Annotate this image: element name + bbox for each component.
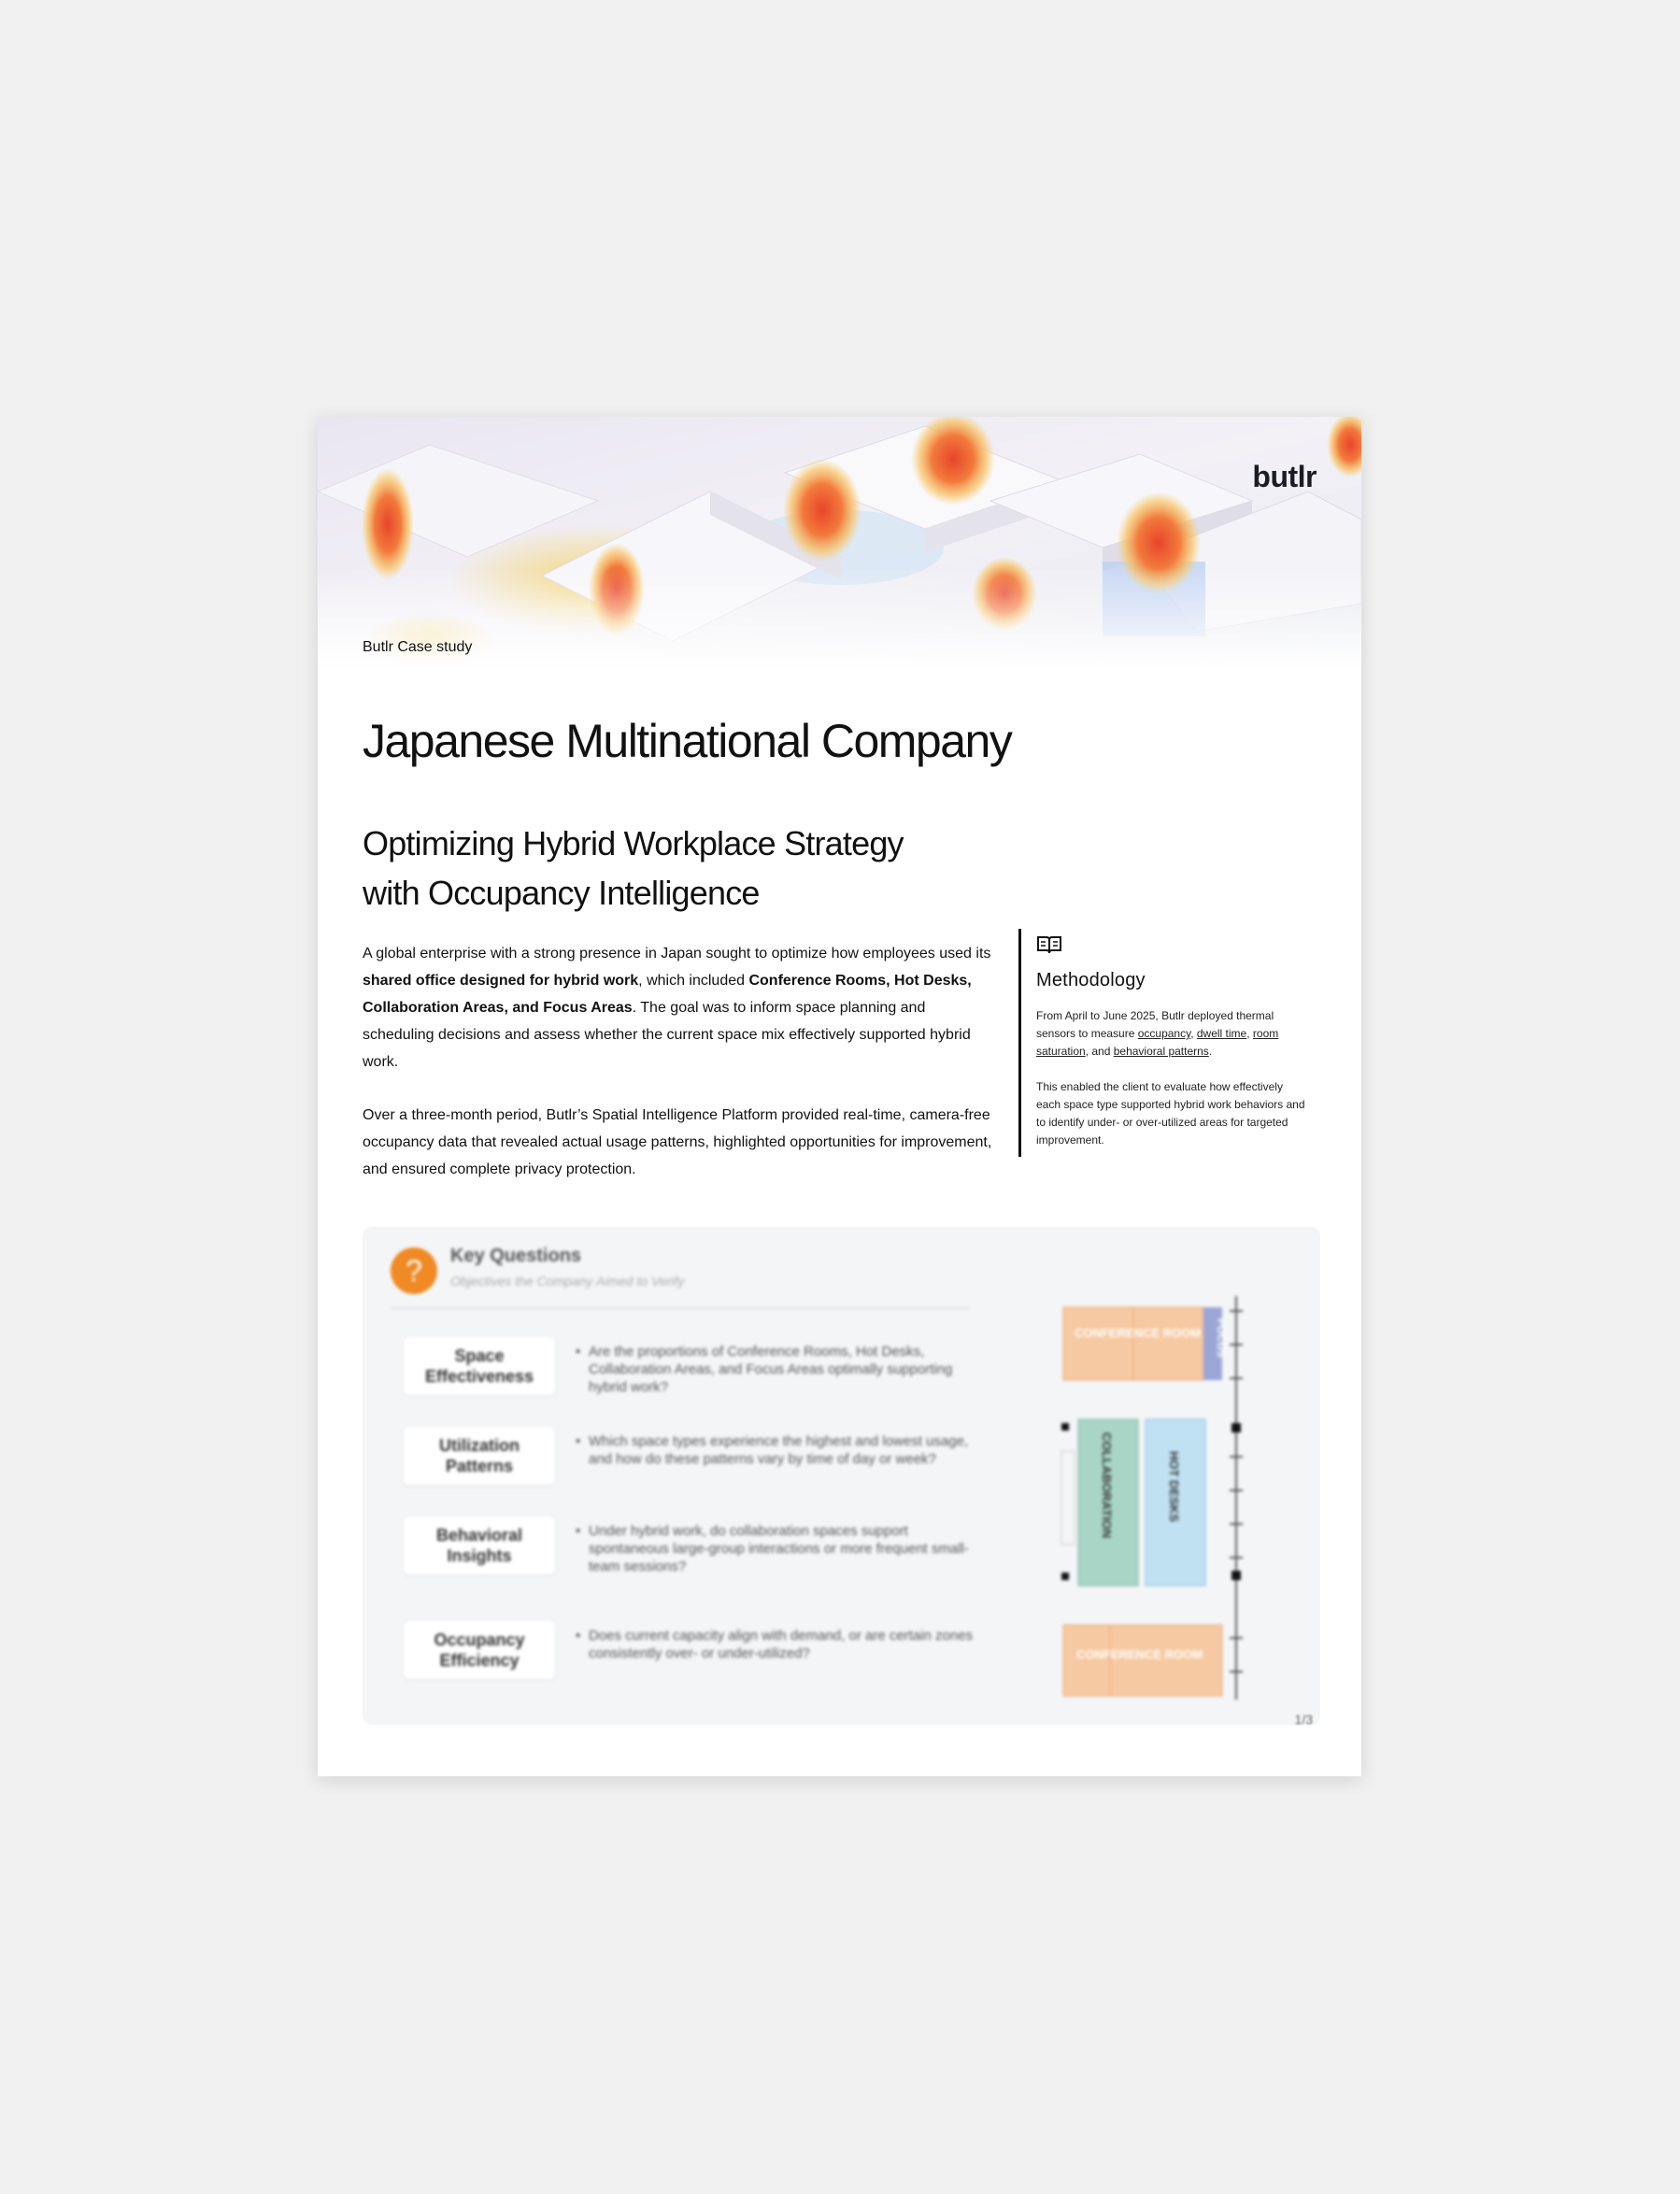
subtitle-line-1: Optimizing Hybrid Workplace Strategy — [363, 824, 904, 862]
divider — [391, 1307, 970, 1309]
key-questions-content — [363, 1227, 1320, 1725]
behavioral-patterns-link[interactable]: behavioral patterns — [1113, 1045, 1209, 1058]
book-icon — [1036, 934, 1062, 955]
intro-paragraph-2: Over a three-month period, Butlr’s Spatial Intelligence Platform provided real-time, camera-free occupancy data that revealed actual usage patterns, highlighted opportunities for improvement, and ensured complete privacy protection. — [363, 1107, 992, 1177]
question-label: Occupancy Efficiency — [404, 1621, 555, 1679]
intro-text — [363, 940, 998, 1209]
question-label: Behavioral Insights — [404, 1517, 555, 1574]
conference-top-label: CONFERENCE ROOM — [1075, 1326, 1202, 1340]
sensor-marker — [1232, 1571, 1241, 1580]
room-saturation-link[interactable]: room saturation — [1036, 1027, 1279, 1058]
question-text: • Under hybrid work, do collaboration spaces support spontaneous large-group interactions or more frequent small-team sessions? — [589, 1522, 981, 1575]
case-study-page — [318, 417, 1361, 1776]
intro-p1-text-b: , which included — [638, 973, 749, 989]
intro-paragraph-1 — [363, 940, 998, 1076]
heatmap-illustration — [318, 417, 1361, 669]
intro-p1-bold-a: shared office designed for hybrid work — [363, 973, 639, 989]
occupancy-link[interactable]: occupancy — [1137, 1027, 1191, 1040]
period: . — [1208, 1045, 1213, 1058]
question-mark-icon: ? — [391, 1247, 437, 1294]
collaboration-label: COLLABORATION — [1100, 1432, 1114, 1539]
question-text: • Are the proportions of Conference Rooms, Hot Desks, Collaboration Areas, and Focus Areas optimally supporting hybrid work? — [589, 1343, 981, 1396]
key-questions-subtitle: Objectives the Company Aimed to Verify — [450, 1274, 685, 1289]
page-number: 1/3 — [1294, 1712, 1313, 1727]
case-study-label: Butlr Case study — [363, 639, 473, 655]
hero-image — [318, 417, 1361, 669]
separator: , — [1246, 1027, 1253, 1040]
question-label: Space Effectiveness — [404, 1337, 555, 1395]
methodology-p1-text: From April to June 2025, Butlr deployed thermal sensors to measure — [1036, 1009, 1274, 1040]
intro-p1-text-c: . The goal was to inform space planning and scheduling decisions and assess whether the current space mix effectively supported hybrid work. — [363, 1000, 971, 1070]
question-label: Utilization Patterns — [404, 1427, 555, 1485]
wall-outline — [1061, 1451, 1075, 1545]
methodology-paragraph-2: This enabled the client to evaluate how effectively each space type supported hybrid work behaviors and to identify under- or over-utilized areas for targeted improvement. — [1036, 1080, 1305, 1147]
page-subtitle — [363, 819, 1017, 918]
focus-label: FOCUS — [1215, 1318, 1228, 1358]
dwell-time-link[interactable]: dwell time — [1196, 1027, 1247, 1040]
sensor-marker — [1232, 1423, 1241, 1432]
methodology-sidebar — [1018, 929, 1317, 1157]
subtitle-line-2: with Occupancy Intelligence — [363, 874, 760, 912]
separator: , — [1190, 1027, 1197, 1040]
conference-bottom-label: CONFERENCE ROOM — [1076, 1647, 1203, 1661]
question-text: • Does current capacity align with demand, or are certain zones consistently over- or under-utilized? — [589, 1627, 981, 1662]
methodology-paragraph-1 — [1036, 1007, 1307, 1061]
butlr-logo: butlr — [1252, 460, 1317, 493]
sensor-marker — [1061, 1423, 1069, 1431]
page-title: Japanese Multinational Company — [363, 715, 1012, 767]
hot-desks-label: HOT DESKS — [1167, 1451, 1181, 1522]
separator: , and — [1085, 1045, 1114, 1058]
question-text: • Which space types experience the highest and lowest usage, and how do these patterns vary by time of day or week? — [589, 1432, 981, 1468]
intro-p1-bold-b: Conference Rooms, Hot Desks, Collaboration Areas, and Focus Areas — [363, 973, 972, 1016]
intro-p1-text-a: A global enterprise with a strong presence in Japan sought to optimize how employees used its — [363, 946, 991, 962]
key-questions-panel — [363, 1227, 1320, 1725]
floor-plan-diagram — [1045, 1292, 1269, 1703]
sensor-marker — [1061, 1573, 1069, 1580]
key-questions-title: Key Questions — [450, 1246, 582, 1266]
methodology-heading: Methodology — [1036, 970, 1146, 990]
